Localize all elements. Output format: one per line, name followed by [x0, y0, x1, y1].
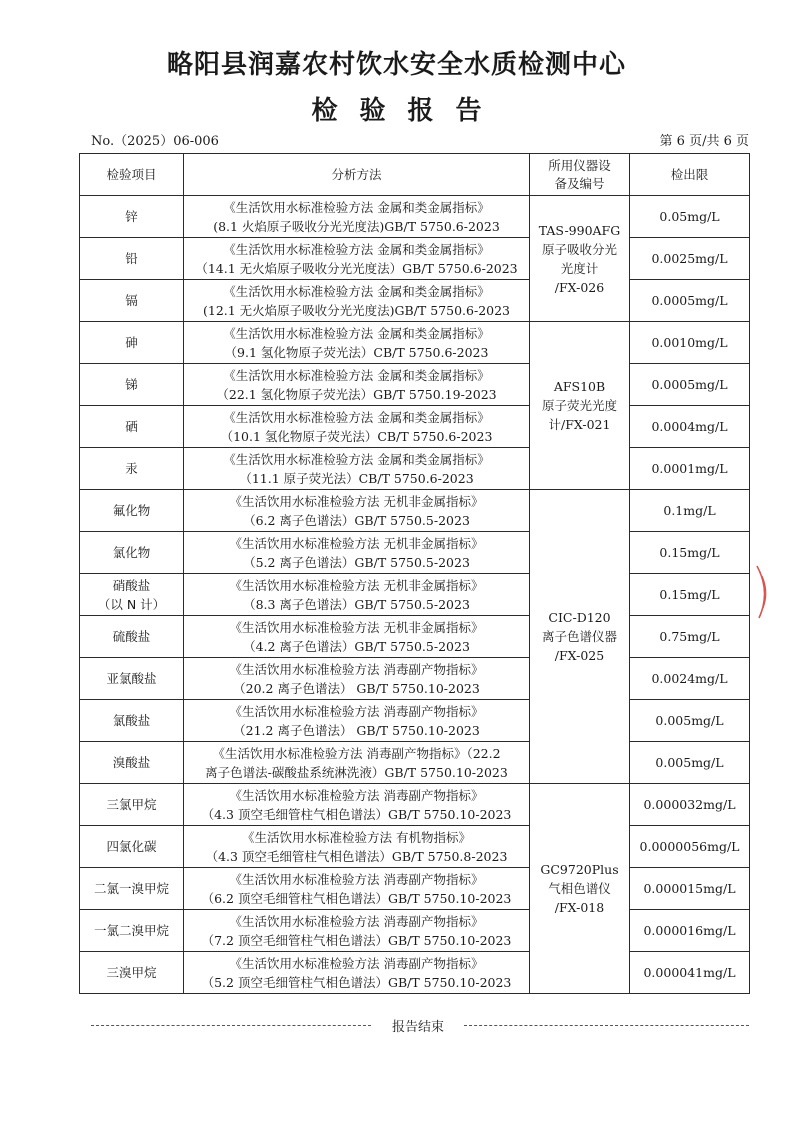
detection-limit-cell: 0.000016mg/L: [630, 910, 750, 952]
instrument-cell: TAS-990AFG 原子吸收分光 光度计 /FX-026: [530, 196, 630, 322]
detection-limit-cell: 0.0025mg/L: [630, 238, 750, 280]
method-line: 《生活饮用水标准检验方法 金属和类金属指标》: [223, 283, 490, 299]
analysis-method-cell: [184, 364, 530, 406]
analysis-method-cell: [184, 448, 530, 490]
test-item-cell: 氯酸盐: [80, 700, 184, 742]
method-line: （11.1 原子荧光法）CB/T 5750.6-2023: [239, 470, 474, 486]
analysis-method-cell: [184, 616, 530, 658]
analysis-method-cell: [184, 238, 530, 280]
detection-limit-cell: 0.000032mg/L: [630, 784, 750, 826]
test-item-cell: 镉: [80, 280, 184, 322]
table-row: [80, 742, 750, 784]
analysis-method-cell: [184, 784, 530, 826]
table-row: [80, 574, 750, 616]
analysis-method-cell: [184, 490, 530, 532]
method-line: 《生活饮用水标准检验方法 消毒副产物指标》: [229, 703, 484, 719]
test-item-cell: 铅: [80, 238, 184, 280]
method-line: （21.2 离子色谱法） GB/T 5750.10-2023: [233, 722, 480, 738]
method-line: 《生活饮用水标准检验方法 金属和类金属指标》: [223, 199, 490, 215]
report-meta-row: [91, 130, 749, 150]
detection-limit-cell: 0.0010mg/L: [630, 322, 750, 364]
detection-limit-cell: 0.1mg/L: [630, 490, 750, 532]
test-item-cell: 硫酸盐: [80, 616, 184, 658]
method-line: 离子色谱法-碳酸盐系统淋洗液）GB/T 5750.10-2023: [205, 764, 508, 780]
analysis-method-cell: [184, 658, 530, 700]
analysis-method-cell: [184, 280, 530, 322]
test-item-cell: 硒: [80, 406, 184, 448]
method-line: （4.3 顶空毛细管柱气相色谱法）GB/T 5750.8-2023: [205, 848, 508, 864]
method-line: 《生活饮用水标准检验方法 消毒副产物指标》（22.2: [212, 745, 501, 761]
column-header-instrument: 所用仪器设备及编号: [530, 154, 630, 196]
analysis-method-cell: [184, 574, 530, 616]
organization-title: 略阳县润嘉农村饮水安全水质检测中心: [166, 50, 626, 80]
report-end-footer: [91, 1016, 749, 1036]
column-header-limit: 检出限: [630, 154, 750, 196]
method-line: 《生活饮用水标准检验方法 无机非金属指标》: [229, 493, 484, 509]
analysis-method-cell: [184, 910, 530, 952]
method-line: 《生活饮用水标准检验方法 消毒副产物指标》: [229, 955, 484, 971]
analysis-method-cell: [184, 406, 530, 448]
method-line: （7.2 顶空毛细管柱气相色谱法）GB/T 5750.10-2023: [201, 932, 512, 948]
divider-left: [91, 1025, 371, 1026]
table-row: [80, 700, 750, 742]
analysis-method-cell: [184, 952, 530, 994]
analysis-method-cell: [184, 700, 530, 742]
test-results-table: [79, 153, 750, 994]
table-row: [80, 196, 750, 238]
test-item-cell: 二氯一溴甲烷: [80, 868, 184, 910]
method-line: (12.1 无火焰原子吸收分光光度法)GB/T 5750.6-2023: [202, 302, 511, 318]
method-line: （22.1 氢化物原子荧光法）GB/T 5750.19-2023: [216, 386, 497, 402]
seal-edge-mark: [753, 562, 775, 622]
analysis-method-cell: [184, 868, 530, 910]
method-line: (8.1 火焰原子吸收分光光度法)GB/T 5750.6-2023: [213, 218, 500, 234]
method-line: （5.2 顶空毛细管柱气相色谱法）GB/T 5750.10-2023: [201, 974, 512, 990]
analysis-method-cell: [184, 532, 530, 574]
document-title: 检验报告: [311, 96, 504, 126]
method-line: （14.1 无火焰原子吸收分光光度法）GB/T 5750.6-2023: [195, 260, 518, 276]
column-header-item: 检验项目: [80, 154, 184, 196]
detection-limit-cell: 0.0001mg/L: [630, 448, 750, 490]
table-row: [80, 868, 750, 910]
detection-limit-cell: 0.000041mg/L: [630, 952, 750, 994]
method-line: （10.1 氢化物原子荧光法）CB/T 5750.6-2023: [220, 428, 493, 444]
table-header-row: [80, 154, 750, 196]
method-line: 《生活饮用水标准检验方法 无机非金属指标》: [229, 577, 484, 593]
instrument-cell: GC9720Plus 气相色谱仪 /FX-018: [530, 784, 630, 994]
table-row: [80, 532, 750, 574]
detection-limit-cell: 0.0024mg/L: [630, 658, 750, 700]
method-line: （4.3 顶空毛细管柱气相色谱法）GB/T 5750.10-2023: [201, 806, 512, 822]
table-row: [80, 784, 750, 826]
detection-limit-cell: 0.005mg/L: [630, 742, 750, 784]
table-row: [80, 364, 750, 406]
test-item-cell: 硝酸盐 （以 N 计）: [80, 574, 184, 616]
table-row: [80, 406, 750, 448]
test-item-cell: 一氯二溴甲烷: [80, 910, 184, 952]
analysis-method-cell: [184, 742, 530, 784]
test-item-cell: 锑: [80, 364, 184, 406]
method-line: 《生活饮用水标准检验方法 无机非金属指标》: [229, 619, 484, 635]
instrument-cell: CIC-D120 离子色谱仪器 /FX-025: [530, 490, 630, 784]
test-item-cell: 氯化物: [80, 532, 184, 574]
test-item-cell: 溴酸盐: [80, 742, 184, 784]
test-item-cell: 汞: [80, 448, 184, 490]
method-line: （20.2 离子色谱法） GB/T 5750.10-2023: [233, 680, 480, 696]
report-end-text: 报告结束: [391, 1020, 444, 1035]
method-line: （9.1 氢化物原子荧光法）CB/T 5750.6-2023: [224, 344, 489, 360]
column-header-method: 分析方法: [184, 154, 530, 196]
method-line: 《生活饮用水标准检验方法 金属和类金属指标》: [223, 367, 490, 383]
test-item-cell: 四氯化碳: [80, 826, 184, 868]
detection-limit-cell: 0.0004mg/L: [630, 406, 750, 448]
method-line: 《生活饮用水标准检验方法 消毒副产物指标》: [229, 913, 484, 929]
method-line: 《生活饮用水标准检验方法 有机物指标》: [242, 829, 471, 845]
analysis-method-cell: [184, 322, 530, 364]
detection-limit-cell: 0.75mg/L: [630, 616, 750, 658]
table-row: [80, 616, 750, 658]
method-line: （8.3 离子色谱法）GB/T 5750.5-2023: [243, 596, 470, 612]
detection-limit-cell: 0.000015mg/L: [630, 868, 750, 910]
test-item-cell: 三氯甲烷: [80, 784, 184, 826]
detection-limit-cell: 0.15mg/L: [630, 574, 750, 616]
method-line: 《生活饮用水标准检验方法 金属和类金属指标》: [223, 451, 490, 467]
table-row: [80, 826, 750, 868]
divider-right: [464, 1025, 749, 1026]
test-item-cell: 氟化物: [80, 490, 184, 532]
table-row: [80, 448, 750, 490]
table-row: [80, 910, 750, 952]
test-item-cell: 三溴甲烷: [80, 952, 184, 994]
table-row: [80, 490, 750, 532]
analysis-method-cell: [184, 196, 530, 238]
method-line: 《生活饮用水标准检验方法 无机非金属指标》: [229, 535, 484, 551]
page-indicator: 第 6 页/共 6 页: [659, 134, 749, 149]
report-number: No.（2025）06-006: [91, 134, 219, 149]
test-item-cell: 砷: [80, 322, 184, 364]
detection-limit-cell: 0.0005mg/L: [630, 280, 750, 322]
test-item-cell: 亚氯酸盐: [80, 658, 184, 700]
table-row: [80, 280, 750, 322]
test-item-cell: 锌: [80, 196, 184, 238]
method-line: 《生活饮用水标准检验方法 金属和类金属指标》: [223, 241, 490, 257]
detection-limit-cell: 0.0005mg/L: [630, 364, 750, 406]
detection-limit-cell: 0.0000056mg/L: [630, 826, 750, 868]
detection-limit-cell: 0.15mg/L: [630, 532, 750, 574]
method-line: 《生活饮用水标准检验方法 消毒副产物指标》: [229, 787, 484, 803]
method-line: 《生活饮用水标准检验方法 消毒副产物指标》: [229, 661, 484, 677]
method-line: （5.2 离子色谱法）GB/T 5750.5-2023: [243, 554, 470, 570]
method-line: 《生活饮用水标准检验方法 消毒副产物指标》: [229, 871, 484, 887]
table-row: [80, 658, 750, 700]
instrument-cell: AFS10B 原子荧光光度 计/FX-021: [530, 322, 630, 490]
method-line: （4.2 离子色谱法）GB/T 5750.5-2023: [243, 638, 470, 654]
table-row: [80, 238, 750, 280]
method-line: （6.2 顶空毛细管柱气相色谱法）GB/T 5750.10-2023: [201, 890, 512, 906]
table-row: [80, 322, 750, 364]
method-line: 《生活饮用水标准检验方法 金属和类金属指标》: [223, 325, 490, 341]
detection-limit-cell: 0.005mg/L: [630, 700, 750, 742]
table-row: [80, 952, 750, 994]
table-body: [80, 196, 750, 994]
method-line: （6.2 离子色谱法）GB/T 5750.5-2023: [243, 512, 470, 528]
method-line: 《生活饮用水标准检验方法 金属和类金属指标》: [223, 409, 490, 425]
detection-limit-cell: 0.05mg/L: [630, 196, 750, 238]
analysis-method-cell: [184, 826, 530, 868]
